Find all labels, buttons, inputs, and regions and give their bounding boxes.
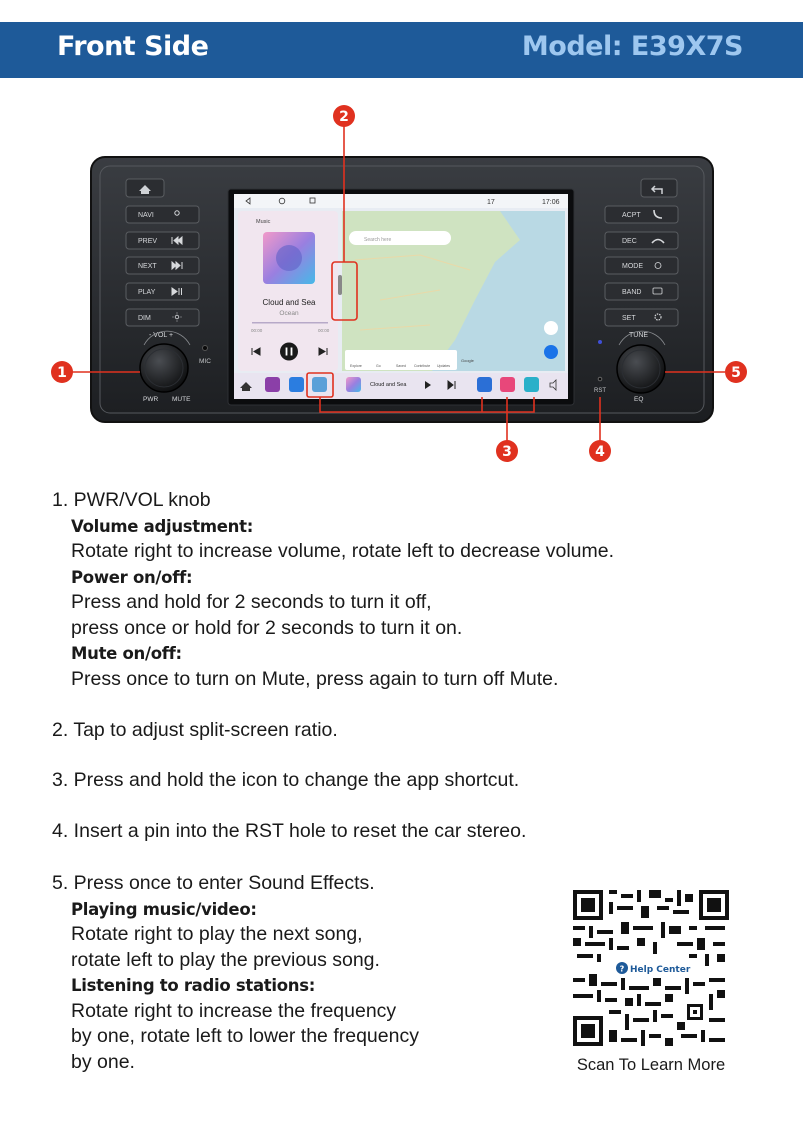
dim-button[interactable] xyxy=(126,309,199,326)
nav-app-icon[interactable] xyxy=(289,377,304,392)
item-2: 2. Tap to adjust split-screen ratio. xyxy=(52,719,338,741)
rst-label: RST xyxy=(594,388,606,394)
volume-text: Rotate right to increase volume, rotate left to decrease volume. xyxy=(71,540,615,562)
map-tab[interactable]: Go xyxy=(376,364,381,368)
song-title: Cloud and Sea xyxy=(262,298,316,307)
playing-text-1: Rotate right to play the next song, xyxy=(71,923,363,945)
svg-text:PLAY: PLAY xyxy=(138,289,156,296)
video-app-icon[interactable] xyxy=(524,377,539,392)
status-time: 17:06 xyxy=(542,199,560,206)
svg-text:4: 4 xyxy=(595,444,605,460)
tune-label: TUNE xyxy=(629,332,649,339)
header-banner xyxy=(0,22,803,78)
music-header: Music xyxy=(256,219,271,225)
dock-song: Cloud and Sea xyxy=(370,382,407,388)
phone-app-icon[interactable] xyxy=(477,377,492,392)
car-stereo-diagram xyxy=(0,90,803,470)
item-4: 4. Insert a pin into the RST hole to reset the car stereo. xyxy=(52,820,527,842)
status-bar xyxy=(234,194,568,208)
radio-text-1: Rotate right to increase the frequency xyxy=(71,999,397,1022)
vol-label: - VOL + xyxy=(149,332,174,339)
svg-text:ACPT: ACPT xyxy=(622,212,641,219)
model-name: Model: E39X7S xyxy=(521,31,743,62)
svg-text:SET: SET xyxy=(622,315,636,322)
music-app-icon[interactable] xyxy=(500,377,515,392)
map-tab[interactable]: Explore xyxy=(350,364,362,368)
progress-bar[interactable] xyxy=(252,322,328,324)
radio-heading: Listening to radio stations: xyxy=(71,976,316,995)
mic-label: MIC xyxy=(199,358,211,365)
svg-text:Search here: Search here xyxy=(364,237,392,243)
svg-text:00:00: 00:00 xyxy=(318,328,330,333)
pwr-label: PWR xyxy=(143,396,159,403)
home-button[interactable] xyxy=(126,179,164,197)
svg-text:1: 1 xyxy=(57,365,67,381)
mode-button[interactable] xyxy=(605,257,678,274)
status-led xyxy=(598,340,602,344)
acpt-button[interactable] xyxy=(605,206,678,223)
qr-code[interactable] xyxy=(569,886,733,1050)
svg-text:PREV: PREV xyxy=(138,238,158,245)
mute-label: MUTE xyxy=(172,396,191,403)
item-1-title: 1. PWR/VOL knob xyxy=(52,489,211,511)
item-3: 3. Press and hold the icon to change the app shortcut. xyxy=(52,769,520,791)
navi-button[interactable] xyxy=(126,206,199,223)
tune-knob[interactable] xyxy=(617,345,665,393)
volume-heading: Volume adjustment: xyxy=(71,516,254,536)
help-center-label: Help Center xyxy=(630,965,691,975)
app-grid-icon[interactable] xyxy=(265,377,280,392)
playing-heading: Playing music/video: xyxy=(71,899,257,919)
radio-text-2: by one, rotate left to lower the frequency xyxy=(71,1025,419,1047)
settings-app-icon[interactable] xyxy=(312,377,327,392)
map-tab[interactable]: Saved xyxy=(396,364,406,368)
rst-hole[interactable] xyxy=(598,377,602,381)
eq-label: EQ xyxy=(634,396,644,403)
page-title: Front Side xyxy=(57,31,209,62)
svg-text:3: 3 xyxy=(502,444,512,460)
svg-text:NAVI: NAVI xyxy=(138,212,154,219)
next-button[interactable] xyxy=(126,257,199,274)
svg-text:00:00: 00:00 xyxy=(251,328,263,333)
svg-text:MODE: MODE xyxy=(622,263,643,270)
dock-album-icon[interactable] xyxy=(346,377,361,392)
svg-text:5: 5 xyxy=(731,365,741,381)
set-button[interactable] xyxy=(605,309,678,326)
play-button[interactable] xyxy=(126,283,199,300)
pwr-vol-knob[interactable] xyxy=(140,344,188,392)
dec-button[interactable] xyxy=(605,232,678,249)
playing-text-2: rotate left to play the previous song. xyxy=(71,948,380,971)
mute-text: Press once to turn on Mute, press again to turn off Mute. xyxy=(71,667,559,690)
power-text-2: press once or hold for 2 seconds to turn it on. xyxy=(71,616,463,639)
song-artist: Ocean xyxy=(279,310,299,317)
compass-button[interactable] xyxy=(544,345,558,359)
pause-icon[interactable] xyxy=(280,343,298,361)
band-button[interactable] xyxy=(605,283,678,300)
mute-heading: Mute on/off: xyxy=(71,644,182,663)
location-button[interactable] xyxy=(544,321,558,335)
item-5 xyxy=(52,871,419,1075)
map-tab[interactable]: Updates xyxy=(437,364,451,368)
touch-screen[interactable] xyxy=(228,189,574,405)
item-1 xyxy=(52,488,614,692)
svg-text:NEXT: NEXT xyxy=(138,263,157,270)
power-text-1: Press and hold for 2 seconds to turn it off, xyxy=(71,591,432,613)
status-number: 17 xyxy=(487,199,495,206)
svg-text:2: 2 xyxy=(339,109,349,125)
map-tab[interactable]: Contribute xyxy=(414,364,431,368)
prev-button[interactable] xyxy=(126,232,199,249)
mic-hole xyxy=(203,346,208,351)
map-brand: Google xyxy=(461,358,474,363)
svg-text:?: ? xyxy=(619,964,625,974)
back-button[interactable] xyxy=(641,179,677,197)
item-5-title: 5. Press once to enter Sound Effects. xyxy=(52,872,375,894)
svg-text:BAND: BAND xyxy=(622,289,642,296)
power-heading: Power on/off: xyxy=(71,567,193,587)
radio-text-3: by one. xyxy=(71,1050,135,1073)
qr-caption: Scan To Learn More xyxy=(576,1056,726,1074)
svg-text:DEC: DEC xyxy=(622,238,637,245)
svg-text:DIM: DIM xyxy=(138,315,151,322)
split-handle[interactable] xyxy=(338,275,342,295)
